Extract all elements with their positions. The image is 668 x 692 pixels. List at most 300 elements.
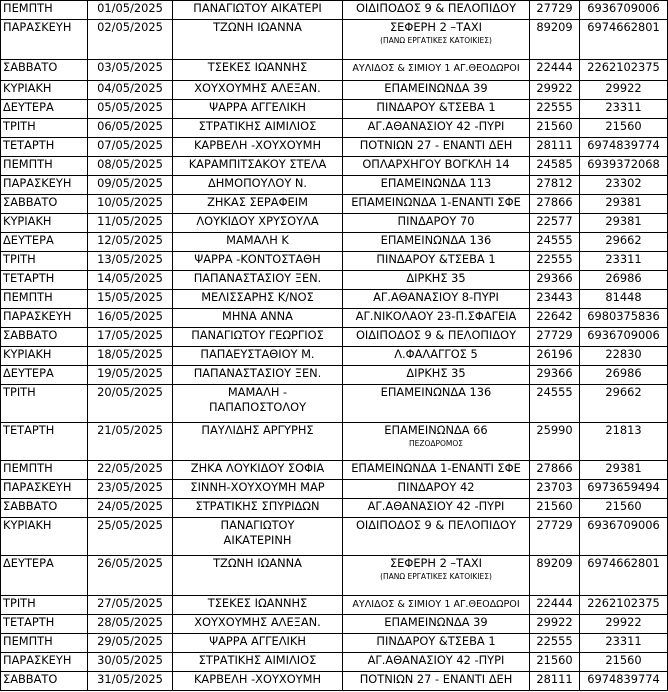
date-cell-text: 20/05/2025 [97, 385, 163, 399]
day-cell [1, 518, 88, 556]
name-cell-text: ΧΟΥΧΟΥΜΗΣ ΑΛΕΞΑΝ. [194, 615, 321, 629]
code-cell [530, 233, 580, 252]
code-cell [530, 385, 580, 423]
code-cell [530, 309, 580, 328]
address-cell-text: ΠΟΤΝΙΩΝ 27 - ΕΝΑΝΤΙ ΔΕΗ [359, 138, 513, 152]
date-cell-text: 10/05/2025 [97, 195, 163, 209]
code-cell [530, 461, 580, 480]
name-cell-text: ΖΗΚΑ ΛΟΥΚΙΔΟΥ ΣΟΦΙΑ [190, 461, 325, 475]
address-cell-text: ΔΙΡΚΗΣ 35 [406, 366, 466, 380]
phone-cell-text: 23311 [605, 252, 642, 266]
code-cell-text: 27866 [536, 195, 573, 209]
code-cell [530, 653, 580, 672]
name-cell [173, 518, 343, 556]
phone-cell [580, 100, 668, 119]
code-cell [530, 271, 580, 290]
day-cell [1, 556, 88, 596]
address-cell-text: ΑΓ.ΑΘΑΝΑΣΙΟΥ 42 -ΠΥΡΙ [367, 499, 505, 513]
table-row [1, 653, 668, 672]
name-cell-second-line: ΠΑΠΑΠΟΣΤΟΛΟΥ [208, 400, 307, 414]
address-cell [343, 290, 530, 309]
date-cell [88, 1, 173, 20]
code-cell-text: 89209 [536, 556, 573, 570]
address-cell-text: ΠΙΝΔΑΡΟΥ &ΤΣΕΒΑ 1 [376, 100, 496, 114]
day-cell-text: ΤΡΙΤΗ [3, 252, 36, 266]
address-cell-text: ΠΟΤΝΙΩΝ 27 - ΕΝΑΝΤΙ ΔΕΗ [359, 672, 513, 686]
day-cell [1, 195, 88, 214]
date-cell [88, 596, 173, 615]
date-cell [88, 518, 173, 556]
day-cell [1, 1, 88, 20]
code-cell [530, 480, 580, 499]
table-row [1, 271, 668, 290]
name-cell-text: ΠΑΠΑΕΥΣΤΑΘΙΟΥ Μ. [200, 347, 315, 361]
name-cell-text: ΚΑΡΒΕΛΗ -ΧΟΥΧΟΥΜΗ [193, 672, 322, 686]
address-cell-text: ΑΓ.ΑΘΑΝΑΣΙΟΥ 42 -ΠΥΡΙ [367, 653, 505, 667]
date-cell [88, 214, 173, 233]
phone-cell [580, 423, 668, 461]
date-cell [88, 100, 173, 119]
date-cell-text: 27/05/2025 [97, 596, 163, 610]
name-cell [173, 157, 343, 176]
name-cell-text: ΨΑΡΡΑ ΑΓΓΕΛΙΚΗ [209, 634, 306, 648]
date-cell [88, 271, 173, 290]
code-cell [530, 195, 580, 214]
address-cell-text: Λ.ΦΑΛΑΓΓΟΣ 5 [394, 347, 478, 361]
name-cell-text: ΠΑΝΑΓΙΩΤΟΥ ΓΕΩΡΓΙΟΣ [191, 328, 324, 342]
table-row [1, 100, 668, 119]
day-cell [1, 60, 88, 81]
phone-cell-text: 21560 [605, 653, 642, 667]
address-cell [343, 556, 530, 596]
code-cell-text: 23703 [536, 480, 573, 494]
day-cell-text: ΠΑΡΑΣΚΕΥΗ [3, 176, 72, 190]
day-cell [1, 20, 88, 60]
name-cell-text: ΤΖΩΝΗ ΙΩΑΝΝΑ [213, 556, 302, 570]
day-cell [1, 480, 88, 499]
date-cell-text: 09/05/2025 [97, 176, 163, 190]
date-cell [88, 366, 173, 385]
address-cell [343, 1, 530, 20]
phone-cell [580, 233, 668, 252]
date-cell [88, 309, 173, 328]
table-row [1, 634, 668, 653]
table-row [1, 499, 668, 518]
date-cell [88, 672, 173, 691]
code-cell-text: 21560 [536, 119, 573, 133]
day-cell [1, 653, 88, 672]
day-cell-text: ΠΕΜΠΤΗ [3, 1, 53, 15]
phone-cell [580, 290, 668, 309]
name-cell [173, 233, 343, 252]
address-cell-text: ΑΥΛΙΔΟΣ & ΣΙΜΙΟΥ 1 ΑΓ.ΘΕΟΔΩΡΟΙ [352, 63, 520, 74]
code-cell-text: 29366 [536, 271, 573, 285]
code-cell-text: 25990 [536, 423, 573, 437]
table-row [1, 195, 668, 214]
address-cell-text: ΟΙΔΙΠΟΔΟΣ 9 & ΠΕΛΟΠΙΔΟΥ [355, 518, 517, 532]
phone-cell [580, 309, 668, 328]
day-cell [1, 634, 88, 653]
table-row [1, 328, 668, 347]
code-cell [530, 556, 580, 596]
code-cell-text: 27866 [536, 461, 573, 475]
name-cell-text: ΨΑΡΡΑ ΑΓΓΕΛΙΚΗ [209, 100, 306, 114]
date-cell [88, 119, 173, 138]
name-cell-text: ΜΕΛΙΣΣΑΡΗΣ Κ/ΝΟΣ [201, 290, 314, 304]
date-cell [88, 60, 173, 81]
address-note: (ΠΑΝΩ ΕΡΓΑΤΙΚΕΣ ΚΑΤΟΙΚΙΕΣ) [380, 572, 492, 581]
day-cell-text: ΤΕΤΑΡΤΗ [3, 138, 55, 152]
name-cell [173, 119, 343, 138]
phone-cell [580, 615, 668, 634]
name-cell-text: ΧΟΥΧΟΥΜΗΣ ΑΛΕΞΑΝ. [194, 81, 321, 95]
day-cell [1, 309, 88, 328]
address-cell-text: ΕΠΑΜΕΙΝΩΝΔΑ 39 [384, 81, 488, 95]
date-cell [88, 233, 173, 252]
day-cell-text: ΔΕΥΤΕΡΑ [3, 233, 54, 247]
address-cell [343, 366, 530, 385]
phone-cell [580, 461, 668, 480]
date-cell-text: 22/05/2025 [97, 461, 163, 475]
day-cell-text: ΤΕΤΑΡΤΗ [3, 615, 55, 629]
day-cell [1, 596, 88, 615]
name-cell [173, 1, 343, 20]
day-cell-text: ΚΥΡΙΑΚΗ [3, 347, 52, 361]
name-cell [173, 634, 343, 653]
code-cell-text: 29922 [536, 615, 573, 629]
phone-cell-text: 29381 [605, 214, 642, 228]
table-body [1, 1, 668, 691]
phone-cell [580, 328, 668, 347]
code-cell [530, 138, 580, 157]
code-cell [530, 366, 580, 385]
address-cell [343, 423, 530, 461]
day-cell [1, 499, 88, 518]
address-cell [343, 81, 530, 100]
code-cell [530, 596, 580, 615]
day-cell-text: ΔΕΥΤΕΡΑ [3, 366, 54, 380]
name-cell [173, 60, 343, 81]
phone-cell [580, 20, 668, 60]
code-cell-text: 27729 [536, 518, 573, 532]
phone-cell-text: 26986 [605, 366, 642, 380]
phone-cell-text: 2262102375 [587, 60, 660, 74]
phone-cell-text: 23311 [605, 634, 642, 648]
name-cell-text: ΚΑΡΒΕΛΗ -ΧΟΥΧΟΥΜΗ [193, 138, 322, 152]
date-cell [88, 423, 173, 461]
name-cell-text: ΤΖΩΝΗ ΙΩΑΝΝΑ [213, 20, 302, 34]
date-cell-text: 28/05/2025 [97, 615, 163, 629]
name-cell [173, 347, 343, 366]
phone-cell [580, 672, 668, 691]
name-cell-text: ΠΑΝΑΓΙΩΤΟΥ [220, 518, 295, 532]
date-cell-text: 14/05/2025 [97, 271, 163, 285]
code-cell-text: 27812 [536, 176, 573, 190]
code-cell [530, 157, 580, 176]
name-cell [173, 309, 343, 328]
code-cell-text: 26196 [536, 347, 573, 361]
name-cell [173, 556, 343, 596]
date-cell-text: 03/05/2025 [97, 60, 163, 74]
address-cell [343, 653, 530, 672]
phone-cell-text: 6974839774 [587, 138, 660, 152]
address-cell [343, 328, 530, 347]
date-cell [88, 20, 173, 60]
date-cell-text: 11/05/2025 [97, 214, 163, 228]
day-cell [1, 176, 88, 195]
table-row [1, 214, 668, 233]
day-cell [1, 461, 88, 480]
day-cell-text: ΠΕΜΠΤΗ [3, 157, 53, 171]
date-cell-text: 24/05/2025 [97, 499, 163, 513]
address-cell [343, 195, 530, 214]
name-cell-text: ΔΗΜΟΠΟΥΛΟΥ Ν. [207, 176, 308, 190]
table-row [1, 20, 668, 60]
day-cell-text: ΔΕΥΤΕΡΑ [3, 100, 54, 114]
phone-cell [580, 271, 668, 290]
phone-cell [580, 81, 668, 100]
address-cell-text: ΑΓ.ΑΘΑΝΑΣΙΟΥ 8-ΠΥΡΙ [373, 290, 499, 304]
day-cell-text: ΣΑΒΒΑΤΟ [3, 60, 58, 74]
day-cell [1, 366, 88, 385]
address-cell [343, 233, 530, 252]
code-cell-text: 23443 [536, 290, 573, 304]
table-row [1, 119, 668, 138]
phone-cell-text: 21560 [605, 119, 642, 133]
name-cell [173, 672, 343, 691]
date-cell-text: 08/05/2025 [97, 157, 163, 171]
date-cell [88, 252, 173, 271]
address-cell-text: ΟΠΛΑΡΧΗΓΟΥ ΒΟΓΚΛΗ 14 [362, 157, 510, 171]
date-cell-text: 01/05/2025 [97, 1, 163, 15]
address-cell [343, 60, 530, 81]
table-row [1, 138, 668, 157]
phone-cell-text: 6936709006 [587, 518, 660, 532]
code-cell [530, 214, 580, 233]
phone-cell-text: 2262102375 [587, 596, 660, 610]
code-cell-text: 89209 [536, 20, 573, 34]
address-cell-text: ΕΠΑΜΕΙΝΩΝΔΑ 1-ΕΝΑΝΤΙ ΣΦΕ [351, 195, 521, 209]
address-cell-text: ΠΙΝΔΑΡΟΥ 42 [397, 480, 475, 494]
table-row [1, 480, 668, 499]
address-note: (ΠΑΝΩ ΕΡΓΑΤΙΚΕΣ ΚΑΤΟΙΚΙΕΣ) [380, 36, 492, 45]
date-cell-text: 05/05/2025 [97, 100, 163, 114]
day-cell-text: ΠΑΡΑΣΚΕΥΗ [3, 653, 72, 667]
name-cell-text: ΠΑΝΑΓΙΩΤΟΥ ΑΙΚΑΤΕΡΙ [193, 1, 322, 15]
code-cell-text: 21560 [536, 653, 573, 667]
name-cell-second-line: ΑΙΚΑΤΕΡΙΝΗ [223, 533, 292, 547]
day-cell-text: ΤΡΙΤΗ [3, 385, 36, 399]
name-cell [173, 615, 343, 634]
code-cell-text: 28111 [536, 672, 573, 686]
day-cell [1, 385, 88, 423]
address-cell-text: ΠΙΝΔΑΡΟΥ &ΤΣΕΒΑ 1 [376, 634, 496, 648]
day-cell [1, 157, 88, 176]
date-cell [88, 499, 173, 518]
day-cell-text: ΚΥΡΙΑΚΗ [3, 214, 52, 228]
table-row [1, 615, 668, 634]
phone-cell-text: 21813 [605, 423, 642, 437]
date-cell-text: 25/05/2025 [97, 518, 163, 532]
code-cell [530, 290, 580, 309]
date-cell-text: 18/05/2025 [97, 347, 163, 361]
table-row [1, 157, 668, 176]
address-cell-text: ΑΓ.ΝΙΚΟΛΑΟΥ 23-Π.ΣΦΑΓΕΙΑ [355, 309, 517, 323]
phone-cell [580, 252, 668, 271]
phone-cell-text: 6973659494 [587, 480, 660, 494]
address-cell [343, 157, 530, 176]
code-cell [530, 176, 580, 195]
name-cell-text: ΠΑΠΑΝΑΣΤΑΣΙΟΥ ΞΕΝ. [193, 366, 322, 380]
address-cell [343, 634, 530, 653]
code-cell-text: 21560 [536, 499, 573, 513]
code-cell [530, 100, 580, 119]
day-cell-text: ΠΕΜΠΤΗ [3, 290, 53, 304]
phone-cell [580, 596, 668, 615]
phone-cell-text: 6974662801 [587, 20, 660, 34]
address-cell-text: ΕΠΑΜΕΙΝΩΝΔΑ 39 [384, 615, 488, 629]
name-cell [173, 423, 343, 461]
day-cell-text: ΤΕΤΑΡΤΗ [3, 423, 55, 437]
table-row [1, 60, 668, 81]
address-cell-text: ΕΠΑΜΕΙΝΩΝΔΑ 1-ΕΝΑΝΤΙ ΣΦΕ [351, 461, 521, 475]
day-cell-text: ΠΕΜΠΤΗ [3, 634, 53, 648]
address-note: ΠΕΖΟΔΡΟΜΟΣ [408, 439, 464, 448]
day-cell-text: ΔΕΥΤΕΡΑ [3, 556, 54, 570]
day-cell-text: ΠΕΜΠΤΗ [3, 461, 53, 475]
phone-cell-text: 29662 [605, 385, 642, 399]
address-cell-text: ΠΙΝΔΑΡΟΥ &ΤΣΕΒΑ 1 [376, 252, 496, 266]
address-cell [343, 100, 530, 119]
phone-cell-text: 6980375836 [587, 309, 660, 323]
code-cell-text: 29922 [536, 81, 573, 95]
table-row [1, 347, 668, 366]
phone-cell-text: 6936709006 [587, 328, 660, 342]
date-cell-text: 30/05/2025 [97, 653, 163, 667]
name-cell-text: ΨΑΡΡΑ -ΚΟΝΤΟΣΤΑΘΗ [194, 252, 321, 266]
name-cell-text: ΣΤΡΑΤΙΚΗΣ ΑΙΜΙΛΙΟΣ [198, 653, 317, 667]
name-cell-text: ΠΑΠΑΝΑΣΤΑΣΙΟΥ ΞΕΝ. [193, 271, 322, 285]
phone-cell [580, 176, 668, 195]
date-cell [88, 157, 173, 176]
date-cell [88, 634, 173, 653]
date-cell-text: 12/05/2025 [97, 233, 163, 247]
phone-cell-text: 81448 [605, 290, 642, 304]
day-cell [1, 100, 88, 119]
code-cell [530, 672, 580, 691]
day-cell-text: ΤΡΙΤΗ [3, 596, 36, 610]
name-cell [173, 252, 343, 271]
address-cell-text: ΔΙΡΚΗΣ 35 [406, 271, 466, 285]
phone-cell [580, 60, 668, 81]
phone-cell-text: 6974839774 [587, 672, 660, 686]
day-cell [1, 271, 88, 290]
day-cell-text: ΣΑΒΒΑΤΟ [3, 328, 58, 342]
code-cell-text: 22555 [536, 100, 573, 114]
code-cell [530, 1, 580, 20]
address-cell [343, 214, 530, 233]
name-cell [173, 461, 343, 480]
address-cell-text: ΕΠΑΜΕΙΝΩΝΔΑ 66 [384, 423, 488, 437]
phone-cell-text: 29381 [605, 195, 642, 209]
name-cell-text: ΣΙΝΝΗ-ΧΟΥΧΟΥΜΗ ΜΑΡ [190, 480, 325, 494]
day-cell [1, 328, 88, 347]
code-cell [530, 81, 580, 100]
name-cell-text: ΜΑΜΑΛΗ Κ [226, 233, 289, 247]
date-cell-text: 23/05/2025 [97, 480, 163, 494]
day-cell-text: ΣΑΒΒΑΤΟ [3, 672, 58, 686]
table-row [1, 596, 668, 615]
day-cell-text: ΚΥΡΙΑΚΗ [3, 518, 52, 532]
name-cell [173, 328, 343, 347]
phone-cell [580, 138, 668, 157]
phone-cell [580, 195, 668, 214]
code-cell-text: 22555 [536, 634, 573, 648]
address-cell [343, 271, 530, 290]
phone-cell-text: 23311 [605, 100, 642, 114]
address-cell-text: ΟΙΔΙΠΟΔΟΣ 9 & ΠΕΛΟΠΙΔΟΥ [355, 328, 517, 342]
name-cell [173, 100, 343, 119]
code-cell-text: 22642 [536, 309, 573, 323]
name-cell [173, 653, 343, 672]
date-cell-text: 13/05/2025 [97, 252, 163, 266]
name-cell [173, 81, 343, 100]
phone-cell-text: 26986 [605, 271, 642, 285]
day-cell-text: ΣΑΒΒΑΤΟ [3, 499, 58, 513]
date-cell [88, 385, 173, 423]
address-cell [343, 138, 530, 157]
day-cell [1, 233, 88, 252]
address-cell [343, 347, 530, 366]
phone-cell [580, 214, 668, 233]
day-cell-text: ΤΕΤΑΡΤΗ [3, 271, 55, 285]
phone-cell-text: 22830 [605, 347, 642, 361]
day-cell-text: ΣΑΒΒΑΤΟ [3, 195, 58, 209]
code-cell [530, 634, 580, 653]
day-cell-text: ΤΡΙΤΗ [3, 119, 36, 133]
table-row [1, 233, 668, 252]
address-cell [343, 615, 530, 634]
table-row [1, 423, 668, 461]
phone-cell [580, 1, 668, 20]
day-cell [1, 347, 88, 366]
table-row [1, 672, 668, 691]
date-cell [88, 347, 173, 366]
phone-cell [580, 119, 668, 138]
day-cell-text: ΚΥΡΙΑΚΗ [3, 81, 52, 95]
phone-cell-text: 29662 [605, 233, 642, 247]
name-cell [173, 271, 343, 290]
table-row [1, 81, 668, 100]
table-row [1, 461, 668, 480]
address-cell-text: ΠΙΝΔΑΡΟΥ 70 [397, 214, 475, 228]
code-cell [530, 20, 580, 60]
date-cell-text: 19/05/2025 [97, 366, 163, 380]
address-cell [343, 119, 530, 138]
phone-cell-text: 6939372068 [587, 157, 660, 171]
date-cell [88, 556, 173, 596]
code-cell-text: 24585 [536, 157, 573, 171]
table-row [1, 518, 668, 556]
table-row [1, 385, 668, 423]
name-cell [173, 596, 343, 615]
day-cell-text: ΠΑΡΑΣΚΕΥΗ [3, 20, 72, 34]
phone-cell [580, 634, 668, 653]
address-cell [343, 499, 530, 518]
date-cell [88, 461, 173, 480]
address-cell [343, 252, 530, 271]
date-cell-text: 06/05/2025 [97, 119, 163, 133]
